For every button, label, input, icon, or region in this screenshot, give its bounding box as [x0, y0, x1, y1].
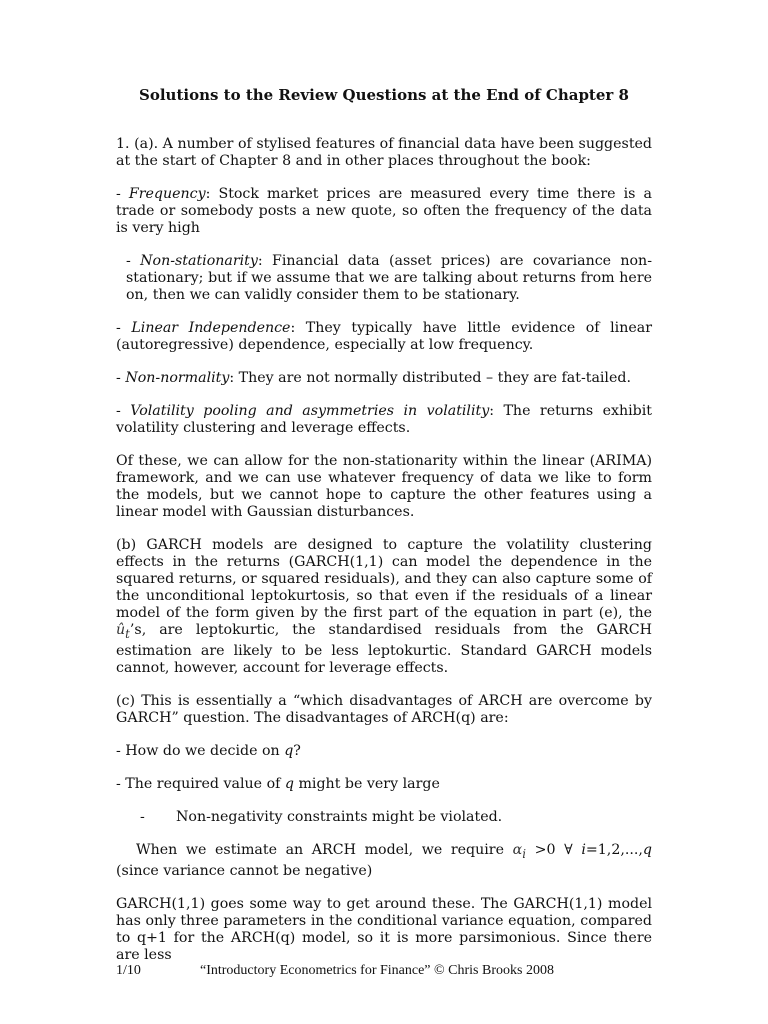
paragraph-garch: GARCH(1,1) goes some way to get around these. The GARCH(1,1) model has only three parameters in the conditional variance equation, compared to q+1 for the ARCH(q) model, so it is more parsimonious. Since there are less [116, 895, 652, 963]
document-body [116, 136, 652, 980]
feature-nonstationarity: - Non-stationarity: Financial data (asset prices) are covariance non-stationary; but if we assume that we are talking about returns from here on, then we can validly consider them to be stationary. [126, 253, 652, 303]
estimate-i: i [581, 841, 586, 858]
term-frequency: Frequency [128, 186, 206, 202]
estimate-text-c: =1,2,..., [585, 841, 643, 858]
disadvantage-2-q: q [284, 775, 294, 792]
text-frequency: : Stock market prices are measured every time there is a trade or somebody posts a new quote, so often the frequency of the data is very high [116, 186, 652, 236]
page-title: Solutions to the Review Questions at the End of Chapter 8 [139, 86, 629, 104]
estimate-text-d: (since variance cannot be negative) [116, 862, 373, 879]
paragraph-b [116, 537, 652, 677]
paragraph-of-these: Of these, we can allow for the non-stationarity within the linear (ARIMA) framework, and we can use whatever frequency of data we like to form the models, but we cannot hope to capture the other features using a linear model with Gaussian disturbances. [116, 453, 652, 520]
disadvantage-2 [116, 776, 652, 793]
text-non-normality: : They are not normally distributed – they are fat-tailed. [229, 370, 631, 386]
feature-linear-independence: - Linear Independence: They typically have little evidence of linear (autoregressive) dependence, especially at low frequency. [116, 320, 652, 353]
feature-frequency: - Frequency: Stock market prices are measured every time there is a trade or somebody posts a new quote, so often the frequency of the data is very high [116, 186, 652, 236]
disadvantage-1-end: ? [293, 742, 301, 759]
alpha-char: α [512, 841, 523, 858]
term-nonstationarity: Non-stationarity [140, 253, 258, 269]
residual-symbol [116, 622, 130, 641]
feature-volatility: - Volatility pooling and asymmetries in volatility: The returns exhibit volatility clustering and leverage effects. [116, 403, 652, 436]
page-number: 1/10 [116, 963, 141, 978]
term-linear-independence: Linear Independence [131, 320, 291, 336]
term-volatility: Volatility pooling and asymmetries in volatility [130, 403, 490, 419]
estimate-q: q [642, 841, 652, 858]
paragraph-intro: 1. (a). A number of stylised features of financial data have been suggested at the start of Chapter 8 and in other places throughout the book: [116, 136, 652, 169]
estimate-text-b: >0 ∀ [526, 841, 582, 858]
estimate-text-a: When we estimate an ARCH model, we require [136, 841, 513, 858]
residual-subscript: t [125, 626, 130, 641]
disadvantage-2-end: might be very large [293, 775, 440, 792]
text-linear-independence: : They typically have little evidence of linear (autoregressive) dependence, especially at low frequency. [116, 320, 652, 353]
paragraph-b-part2: ’s, are leptokurtic, the standardised residuals from the GARCH estimation are likely to be less leptokurtic. Standard GARCH models cannot, however, account for leverage effects. [116, 622, 652, 676]
text-volatility: : The returns exhibit volatility clustering and leverage effects. [116, 403, 652, 436]
footer-copyright: “Introductory Econometrics for Finance” © Chris Brooks 2008 [200, 963, 554, 978]
disadvantage-1-q: q [284, 742, 294, 759]
term-non-normality: Non-normality [125, 370, 230, 386]
disadvantage-3 [116, 809, 652, 826]
disadvantage-3-dash: - [140, 808, 145, 825]
paragraph-estimate [116, 842, 652, 880]
feature-non-normality: - Non-normality: They are not normally distributed – they are fat-tailed. [116, 370, 631, 386]
residual-u-hat: û [116, 622, 126, 638]
text-nonstationarity: : Financial data (asset prices) are covariance non-stationary; but if we assume that we are talking about returns from here on, then we can validly consider them to be stationary. [126, 253, 652, 303]
alpha-subscript: i [522, 846, 526, 861]
disadvantage-2-text: - The required value of [116, 775, 285, 792]
disadvantage-1 [116, 743, 652, 760]
disadvantage-1-text: - How do we decide on [116, 742, 285, 759]
disadvantage-3-text: Non-negativity constraints might be violated. [176, 808, 503, 825]
paragraph-c: (c) This is essentially a “which disadvantages of ARCH are overcome by GARCH” question. The disadvantages of ARCH(q) are: [116, 692, 652, 726]
alpha-symbol [512, 841, 526, 861]
paragraph-b-part1: (b) GARCH models are designed to capture the volatility clustering effects in the returns (GARCH(1,1) can model the dependence in the squared returns, or squared residuals), and they can also capture some of the unconditional leptokurtosis, so that even if the residuals of a linear model of the form given by the first part of the equation in part (e), the [116, 537, 652, 621]
